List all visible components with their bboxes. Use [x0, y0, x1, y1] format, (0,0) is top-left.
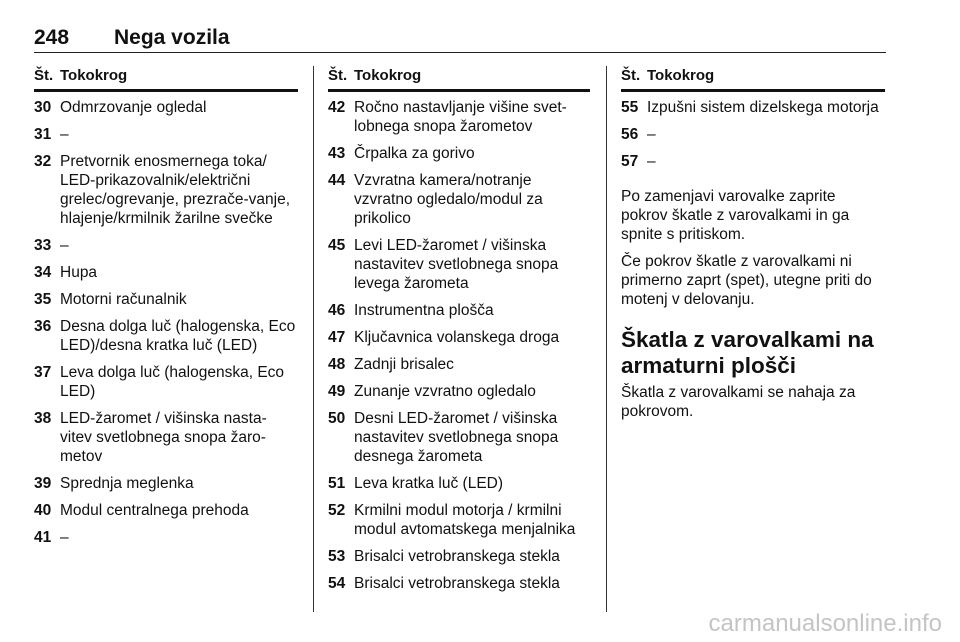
fuse-circuit: Črpalka za gorivo — [354, 145, 475, 162]
table-header — [34, 66, 298, 92]
fuse-circuit: Izpušni sistem dizelskega motorja — [647, 99, 879, 116]
fuse-number: 52 — [328, 502, 346, 519]
fuse-number: 50 — [328, 410, 346, 427]
table-row — [328, 547, 590, 566]
table-row — [34, 501, 298, 520]
fuse-circuit: – — [60, 529, 69, 546]
table-row — [34, 263, 298, 282]
fuse-number: 48 — [328, 356, 346, 373]
table-row — [328, 574, 590, 593]
fuse-number: 53 — [328, 548, 346, 565]
body-paragraph: Če pokrov škatle z varovalkami ni primerno zaprt (spet), utegne priti do motenj v delovanju. — [621, 253, 872, 308]
fuse-circuit: Zadnji brisalec — [354, 356, 454, 373]
fuse-number: 34 — [34, 264, 52, 281]
fuse-circuit: Vzvratna kamera/notranje vzvratno ogledalo/modul za prikolico — [354, 172, 543, 227]
fuse-number: 51 — [328, 475, 346, 492]
fuse-number: 33 — [34, 237, 52, 254]
fuse-number: 55 — [621, 99, 639, 116]
table-row — [328, 409, 590, 466]
body-paragraph: Škatla z varovalkami se nahaja za pokrovom. — [621, 384, 856, 420]
fuse-number: 56 — [621, 126, 639, 143]
column-divider — [313, 66, 314, 612]
fuse-circuit: Hupa — [60, 264, 98, 281]
fuse-circuit: Leva dolga luč (halogenska, Eco LED) — [60, 364, 285, 400]
fuse-number: 45 — [328, 237, 346, 254]
table-row — [328, 236, 590, 293]
fuse-circuit: Sprednja meglenka — [60, 475, 194, 492]
fuse-number: 39 — [34, 475, 52, 492]
table-row — [328, 98, 590, 136]
table-row — [34, 474, 298, 493]
fuse-number: 44 — [328, 172, 346, 189]
table-row — [34, 290, 298, 309]
fuse-number: 54 — [328, 575, 346, 592]
header-num: Št. — [34, 67, 54, 84]
fuse-circuit: Brisalci vetrobranskega stekla — [354, 575, 560, 592]
column-divider — [606, 66, 607, 612]
fuse-circuit: – — [60, 126, 69, 143]
table-row — [328, 355, 590, 374]
table-header — [621, 66, 885, 92]
fuse-table-column-2 — [328, 66, 590, 601]
fuse-circuit: Zunanje vzvratno ogledalo — [354, 383, 536, 400]
fuse-circuit: Levi LED-žaromet / višinska nastavitev svetlobnega snopa levega žarometa — [354, 237, 559, 292]
watermark: carmanualsonline.info — [708, 610, 942, 637]
table-row — [34, 125, 298, 144]
section-heading: Škatla z varovalkami na armaturni plošči — [621, 327, 874, 378]
fuse-circuit: Desni LED-žaromet / višinska nastavitev svetlobnega snopa desnega žarometa — [354, 410, 559, 465]
table-row — [34, 528, 298, 547]
header-num: Št. — [621, 67, 641, 84]
fuse-circuit: Pretvornik enosmernega toka/ LED-prikazovalnik/električni grelec/ogrevanje, prezrače-vanje, hlajenje/krmilnik žarilne svečke — [60, 153, 291, 227]
fuse-circuit: Ročno nastavljanje višine svet-lobnega snopa žarometov — [354, 99, 567, 135]
fuse-table-column-1 — [34, 66, 298, 555]
fuse-number: 49 — [328, 383, 346, 400]
fuse-table-column-3 — [621, 66, 885, 429]
fuse-number: 42 — [328, 99, 346, 116]
fuse-circuit: – — [647, 126, 656, 143]
fuse-number: 32 — [34, 153, 52, 170]
fuse-circuit: Motorni računalnik — [60, 291, 187, 308]
header-circuit: Tokokrog — [647, 67, 715, 84]
fuse-circuit: Leva kratka luč (LED) — [354, 475, 504, 492]
fuse-number: 47 — [328, 329, 346, 346]
fuse-number: 40 — [34, 502, 52, 519]
table-row — [34, 236, 298, 255]
fuse-number: 46 — [328, 302, 346, 319]
table-row — [34, 363, 298, 401]
table-row — [328, 328, 590, 347]
fuse-number: 31 — [34, 126, 52, 143]
fuse-circuit: Ključavnica volanskega droga — [354, 329, 560, 346]
table-row — [34, 98, 298, 117]
table-row — [621, 98, 885, 117]
fuse-circuit: Brisalci vetrobranskega stekla — [354, 548, 560, 565]
page-header — [34, 26, 886, 53]
fuse-number: 38 — [34, 410, 52, 427]
body-paragraph: Po zamenjavi varovalke zaprite pokrov škatle z varovalkami in ga spnite s pritiskom. — [621, 188, 850, 243]
fuse-circuit: LED-žaromet / višinska nasta-vitev svetlobnega snopa žaro-metov — [60, 410, 267, 465]
fuse-number: 41 — [34, 529, 52, 546]
fuse-number: 30 — [34, 99, 52, 116]
fuse-number: 43 — [328, 145, 346, 162]
header-num: Št. — [328, 67, 348, 84]
fuse-circuit: Desna dolga luč (halogenska, Eco LED)/desna kratka luč (LED) — [60, 318, 296, 354]
fuse-circuit: Modul centralnega prehoda — [60, 502, 249, 519]
header-circuit: Tokokrog — [354, 67, 422, 84]
table-row — [328, 144, 590, 163]
table-row — [34, 152, 298, 228]
fuse-number: 57 — [621, 153, 639, 170]
table-row — [328, 301, 590, 320]
table-row — [328, 501, 590, 539]
fuse-circuit: Krmilni modul motorja / krmilni modul avtomatskega menjalnika — [354, 502, 576, 538]
table-row — [34, 317, 298, 355]
chapter-title: Nega vozila — [114, 26, 230, 49]
fuse-circuit: – — [647, 153, 656, 170]
fuse-number: 37 — [34, 364, 52, 381]
header-circuit: Tokokrog — [60, 67, 128, 84]
fuse-number: 36 — [34, 318, 52, 335]
table-row — [621, 125, 885, 144]
fuse-number: 35 — [34, 291, 52, 308]
table-row — [34, 409, 298, 466]
table-row — [621, 152, 885, 171]
fuse-circuit: Instrumentna plošča — [354, 302, 494, 319]
fuse-circuit: – — [60, 237, 69, 254]
table-row — [328, 474, 590, 493]
table-row — [328, 382, 590, 401]
table-row — [328, 171, 590, 228]
fuse-circuit: Odmrzovanje ogledal — [60, 99, 207, 116]
table-header — [328, 66, 590, 92]
page-number: 248 — [34, 26, 70, 49]
